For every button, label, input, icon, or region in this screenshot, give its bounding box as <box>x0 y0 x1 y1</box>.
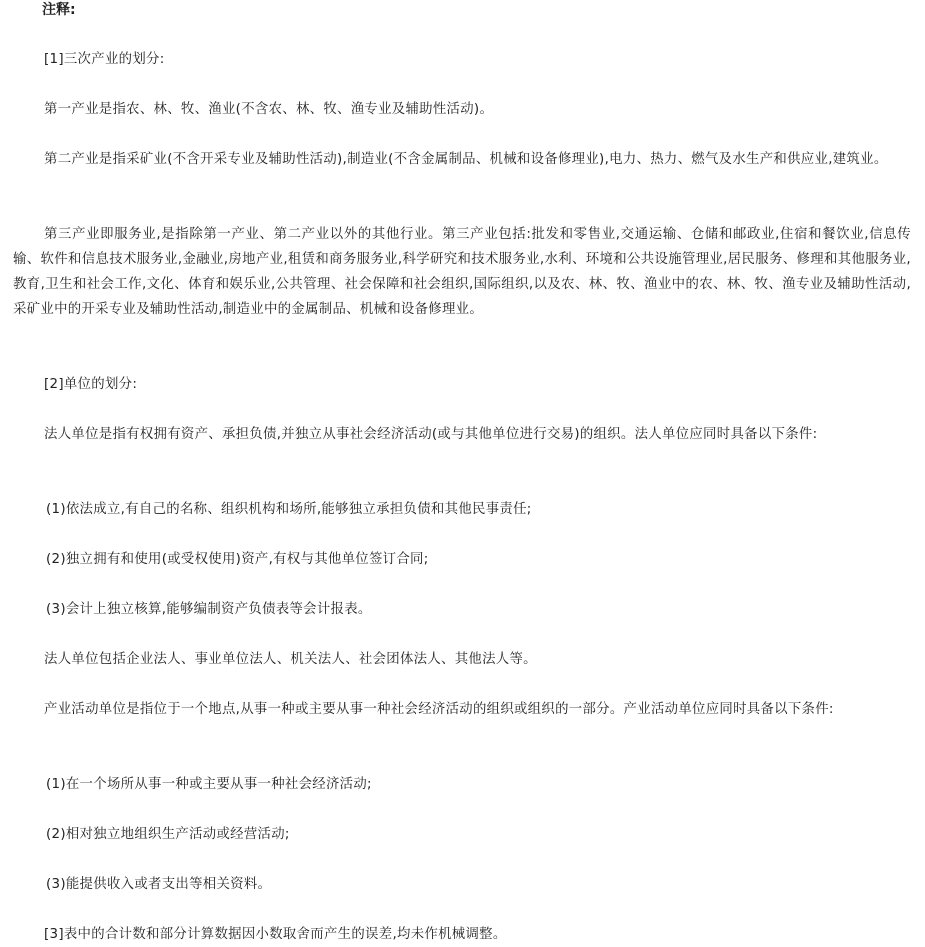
activity-unit-condition-1: (1)在一个场所从事一种或主要从事一种社会经济活动; <box>46 777 372 792</box>
primary-industry-paragraph: 第一产业是指农、林、牧、渔业(不含农、林、牧、渔专业及辅助性活动)。 <box>44 102 494 117</box>
legal-unit-definition: 法人单位是指有权拥有资产、承担负债,并独立从事社会经济活动(或与其他单位进行交易)的组织。法人单位应同时具备以下条件: <box>44 427 818 442</box>
section1-heading: [1]三次产业的划分: <box>44 52 165 67</box>
section3-rounding-note: [3]表中的合计数和部分计算数据因小数取舍而产生的误差,均未作机械调整。 <box>44 927 507 942</box>
activity-unit-definition: 产业活动单位是指位于一个地点,从事一种或主要从事一种社会经济活动的组织或组织的一部分。产业活动单位应同时具备以下条件: <box>44 702 834 717</box>
legal-unit-condition-1: (1)依法成立,有自己的名称、组织机构和场所,能够独立承担负债和其他民事责任; <box>46 502 532 517</box>
activity-unit-condition-3: (3)能提供收入或者支出等相关资料。 <box>46 877 272 892</box>
activity-unit-condition-2: (2)相对独立地组织生产活动或经营活动; <box>46 827 290 842</box>
legal-unit-condition-2: (2)独立拥有和使用(或受权使用)资产,有权与其他单位签订合同; <box>46 552 429 567</box>
section2-heading: [2]单位的划分: <box>44 377 138 392</box>
secondary-industry-paragraph: 第二产业是指采矿业(不含开采专业及辅助性活动),制造业(不含金属制品、机械和设备修理业),电力、热力、燃气及水生产和供应业,建筑业。 <box>44 152 888 167</box>
notes-title: 注释: <box>42 2 76 18</box>
legal-unit-types: 法人单位包括企业法人、事业单位法人、机关法人、社会团体法人、其他法人等。 <box>44 652 537 667</box>
tertiary-industry-paragraph: 第三产业即服务业,是指除第一产业、第二产业以外的其他行业。第三产业包括:批发和零售业,交通运输、仓储和邮政业,住宿和餐饮业,信息传输、软件和信息技术服务业,金融业,房地产业,租赁和商务服务业,科学研究和技术服务业,水利、环境和公共设施管理业,居民服务、修理和其他服务业,教育,卫生和社会工作,文化、体育和娱乐业,公共管理、社会保障和社会组织,国际组织,以及农、林、牧、渔业中的农、林、牧、渔专业及辅助性活动,采矿业中的开采专业及辅助性活动,制造业中的金属制品、机械和设备修理业。 <box>13 227 911 317</box>
legal-unit-condition-3: (3)会计上独立核算,能够编制资产负债表等会计报表。 <box>46 602 372 617</box>
